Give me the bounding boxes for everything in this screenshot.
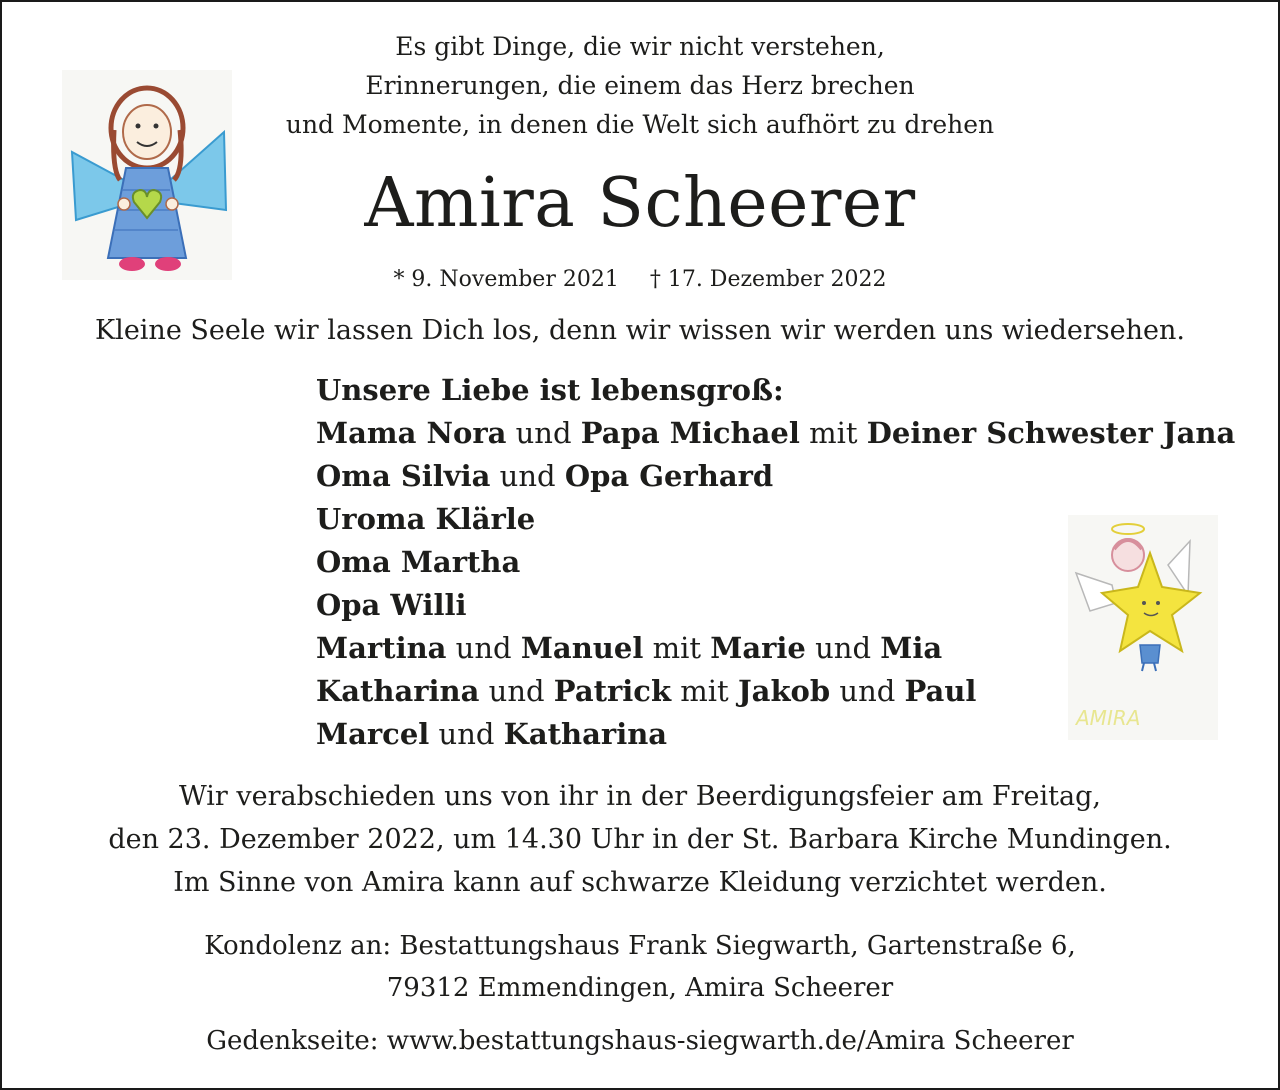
connector-word: und [830, 674, 905, 708]
mourner-name: Marcel [316, 717, 430, 751]
mourner-name: Mama Nora [316, 416, 507, 450]
deceased-name: Amira Scheerer [364, 164, 916, 243]
mourner-name: Oma Silvia [316, 459, 491, 493]
poem-line-2: Erinnerungen, die einem das Herz brechen [365, 71, 915, 100]
mourner-name: Oma Martha [316, 545, 521, 579]
mourner-name: Jakob [737, 674, 831, 708]
death-date: † 17. Dezember 2022 [649, 267, 887, 292]
condolence-line-2: 79312 Emmendingen, Amira Scheerer [386, 973, 894, 1003]
mourners-heading: Unsere Liebe ist lebensgroß: [316, 373, 784, 407]
connector-word: und [429, 717, 504, 751]
memorial-page-link[interactable]: Gedenkseite: www.bestattungshaus-siegwarth.de/Amira Scheerer [206, 1026, 1074, 1056]
mourner-name: Martina [316, 631, 447, 665]
poem-line-3: und Momente, in denen die Welt sich aufhört zu drehen [285, 110, 995, 139]
svg-text:AMIRA: AMIRA [1076, 706, 1141, 730]
condolence-line-1: Kondolenz an: Bestattungshaus Frank Siegwarth, Gartenstraße 6, [204, 931, 1076, 961]
farewell-motto: Kleine Seele wir lassen Dich los, denn wir wissen wir werden uns wiedersehen. [95, 315, 1185, 346]
connector-word: und [805, 631, 881, 665]
connector-word: und [506, 416, 581, 450]
mourner-name: Manuel [520, 631, 644, 665]
mourner-name: Katharina [503, 717, 668, 751]
mourner-name: Papa Michael [580, 416, 800, 450]
mourner-name: Paul [904, 674, 977, 708]
ceremony-line-3: Im Sinne von Amira kann auf schwarze Kleidung verzichtet werden. [173, 867, 1107, 898]
connector-word: mit [671, 674, 738, 708]
mourner-name: Opa Willi [316, 588, 467, 622]
connector-word: und [490, 459, 565, 493]
connector-word: und [446, 631, 521, 665]
life-dates [2, 267, 1278, 292]
poem-line-1: Es gibt Dinge, die wir nicht verstehen, [395, 32, 885, 61]
mourner-name: Opa Gerhard [564, 459, 774, 493]
connector-word: mit [643, 631, 711, 665]
birth-date: * 9. November 2021 [393, 267, 619, 292]
mourner-name: Katharina [316, 674, 480, 708]
mourner-name: Patrick [553, 674, 672, 708]
ceremony-line-2: den 23. Dezember 2022, um 14.30 Uhr in der St. Barbara Kirche Mundingen. [108, 824, 1172, 855]
mourner-name: Uroma Klärle [316, 502, 536, 536]
connector-word: mit [799, 416, 867, 450]
mourners-line [316, 412, 1235, 455]
mourners-line [316, 455, 1235, 498]
angel-with-star-drawing-icon [1068, 515, 1218, 740]
ceremony-line-1: Wir verabschieden uns von ihr in der Beerdigungsfeier am Freitag, [179, 781, 1101, 812]
connector-word: und [479, 674, 554, 708]
mourner-name: Marie [710, 631, 806, 665]
mourner-name: Deiner Schwester Jana [866, 416, 1236, 450]
mourner-name: Mia [880, 631, 943, 665]
